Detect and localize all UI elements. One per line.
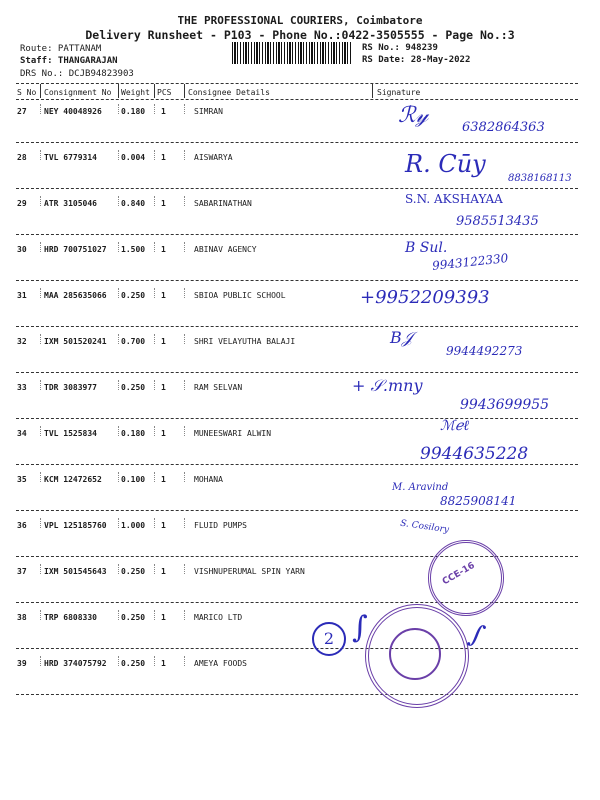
row-divider [118,288,119,298]
row-divider [154,334,155,344]
row-divider [118,104,119,114]
table-top-rule [16,83,578,84]
seal-inner-ring [389,628,441,680]
row-pcs: 1 [161,337,166,346]
row-pcs: 1 [161,199,166,208]
row-consignment: TVL 1525834 [44,429,97,438]
row-divider [184,196,185,206]
row-rule [16,188,578,189]
row-sno: 27 [17,107,27,116]
row-sno: 39 [17,659,27,668]
row-consignment: KCM 12472652 [44,475,102,484]
signature-scribble: + 𝒮.mny [352,376,423,395]
signature-scribble: ℳℯℓ [440,418,470,434]
row-divider [184,380,185,390]
row-weight: 0.250 [121,659,146,668]
row-divider [40,196,41,206]
row-sno: 29 [17,199,27,208]
row-consignment: MAA 285635066 [44,291,107,300]
row-pcs: 1 [161,107,166,116]
row-pcs: 1 [161,245,166,254]
row-sno: 34 [17,429,27,438]
row-sno: 35 [17,475,27,484]
row-pcs: 1 [161,521,166,530]
staff-label: Staff: THANGARAJAN [20,56,118,66]
hw-phone-34: 9944635228 [420,444,529,464]
row-divider [184,610,185,620]
col-details: Consignee Details [188,88,270,97]
row-consignee: FLUID PUMPS [194,521,247,530]
signature-scribble: ∫ [352,610,368,645]
row-divider [40,472,41,482]
row-divider [118,242,119,252]
row-rule [16,418,578,419]
hw-phone-30: 9943122330 [431,251,509,273]
row-divider [154,104,155,114]
hw-phone-33: 9943699955 [460,397,550,413]
row-divider [154,288,155,298]
row-consignment: TRP 6808330 [44,613,97,622]
row-consignee: ABINAV AGENCY [194,245,257,254]
row-sno: 28 [17,153,27,162]
row-divider [154,518,155,528]
row-weight: 0.250 [121,613,146,622]
row-weight: 0.700 [121,337,146,346]
row-consignee: MOHANA [194,475,223,484]
drs-number: DRS No.: DCJB94823903 [20,69,134,79]
row-consignee: SABARINATHAN [194,199,252,208]
row-rule [16,234,578,235]
col-signature: Signature [377,88,421,97]
row-divider [118,610,119,620]
hw-phone-29: 9585513435 [456,214,539,229]
seal-text: CCE-16 [440,560,477,588]
col-pcs: PCS [157,88,172,97]
row-divider [154,380,155,390]
round-seal-lower [365,604,469,708]
hw-name-29: S.N. AKSHAYAA [405,192,503,206]
row-divider [40,242,41,252]
col-consignment: Consignment No [44,88,112,97]
row-sno: 32 [17,337,27,346]
row-weight: 0.250 [121,567,146,576]
row-divider [40,150,41,160]
row-divider [154,150,155,160]
row-rule [16,372,578,373]
row-divider [40,564,41,574]
row-sno: 33 [17,383,27,392]
row-consignee: SIMRAN [194,107,223,116]
hw-phone-28: 8838168113 [508,173,572,184]
row-sno: 36 [17,521,27,530]
route-label: Route: PATTANAM [20,44,102,54]
row-consignee: AMEYA FOODS [194,659,247,668]
row-divider [118,426,119,436]
row-divider [184,518,185,528]
row-consignment: IXM 501545643 [44,567,107,576]
hw-name-35: M. Aravind [392,482,449,493]
row-weight: 0.180 [121,429,146,438]
row-pcs: 1 [161,153,166,162]
col-weight: Weight [121,88,150,97]
col-divider [40,84,41,98]
hw-phone-32: 9944492273 [446,344,523,358]
row-divider [40,610,41,620]
hw-phone-31: +9952209393 [360,287,490,308]
row-divider [40,380,41,390]
row-divider [118,150,119,160]
col-divider [372,84,373,98]
row-weight: 0.250 [121,291,146,300]
row-divider [118,656,119,666]
row-weight: 0.100 [121,475,146,484]
row-rule [16,280,578,281]
round-seal-upper [428,540,504,616]
row-consignee: SHRI VELAYUTHA BALAJI [194,337,296,346]
signature-scribble: B𝒥 [390,328,413,347]
row-consignment: NEY 40048926 [44,107,102,116]
row-divider [154,656,155,666]
row-divider [154,564,155,574]
row-weight: 1.000 [121,521,146,530]
rs-date: RS Date: 28-May-2022 [362,55,471,65]
row-divider [40,288,41,298]
row-consignee: VISHNUPERUMAL SPIN YARN [194,567,305,576]
col-divider [118,84,119,98]
col-sno: S No [17,88,37,97]
row-sno: 30 [17,245,27,254]
hw-phone-27: 6382864363 [462,120,545,135]
row-divider [40,104,41,114]
row-rule [16,326,578,327]
col-divider [184,84,185,98]
row-consignment: ATR 3105046 [44,199,97,208]
row-divider [40,518,41,528]
row-pcs: 1 [161,567,166,576]
row-divider [184,242,185,252]
row-divider [40,426,41,436]
signature-scribble: R. Cūy [405,150,486,178]
row-rule [16,648,578,649]
row-divider [118,380,119,390]
row-divider [118,196,119,206]
row-weight: 0.840 [121,199,146,208]
row-pcs: 1 [161,659,166,668]
hw-phone-35: 8825908141 [440,494,517,508]
row-divider [40,334,41,344]
signature-scribble: ℛ𝓎 [398,103,429,128]
row-divider [184,656,185,666]
row-consignment: HRD 700751027 [44,245,107,254]
row-consignee: SBIOA PUBLIC SCHOOL [194,291,286,300]
row-rule [16,142,578,143]
row-weight: 0.180 [121,107,146,116]
row-divider [184,334,185,344]
header-bottom-rule [16,99,578,100]
row-divider [154,472,155,482]
row-divider [184,288,185,298]
row-consignee: RAM SELVAN [194,383,243,392]
row-consignment: TVL 6779314 [44,153,97,162]
signature-scribble: B Sul. [405,240,448,256]
row-consignment: HRD 374075792 [44,659,107,668]
row-divider [154,196,155,206]
row-rule [16,510,578,511]
company-title: THE PROFESSIONAL COURIERS, Coimbatore [177,14,423,27]
row-sno: 31 [17,291,27,300]
row-pcs: 1 [161,475,166,484]
row-divider [184,150,185,160]
row-sno: 38 [17,613,27,622]
barcode-image [232,42,352,64]
row-divider [184,564,185,574]
row-consignment: TDR 3083977 [44,383,97,392]
row-divider [154,426,155,436]
row-divider [118,518,119,528]
hw-note-37: S. Cosilory [399,518,450,536]
row-pcs: 1 [161,613,166,622]
row-divider [154,242,155,252]
row-divider [184,426,185,436]
row-sno: 37 [17,567,27,576]
row-pcs: 1 [161,429,166,438]
row-divider [184,472,185,482]
circled-number: 2 [312,622,346,656]
row-divider [40,656,41,666]
row-pcs: 1 [161,383,166,392]
col-divider [154,84,155,98]
row-weight: 0.004 [121,153,146,162]
row-divider [118,334,119,344]
row-consignee: AISWARYA [194,153,233,162]
row-divider [118,472,119,482]
row-consignment: VPL 125185760 [44,521,107,530]
row-consignment: IXM 501520241 [44,337,107,346]
row-divider [184,104,185,114]
row-weight: 1.500 [121,245,146,254]
row-rule [16,694,578,695]
signature-scribble: ∫ [465,618,489,652]
row-divider [154,610,155,620]
row-consignee: MUNEESWARI ALWIN [194,429,272,438]
runsheet-title: Delivery Runsheet - P103 - Phone No.:0422-3505555 - Page No.:3 [85,28,515,42]
row-pcs: 1 [161,291,166,300]
row-consignee: MARICO LTD [194,613,243,622]
row-weight: 0.250 [121,383,146,392]
rs-number: RS No.: 948239 [362,43,438,53]
row-rule [16,464,578,465]
row-divider [118,564,119,574]
